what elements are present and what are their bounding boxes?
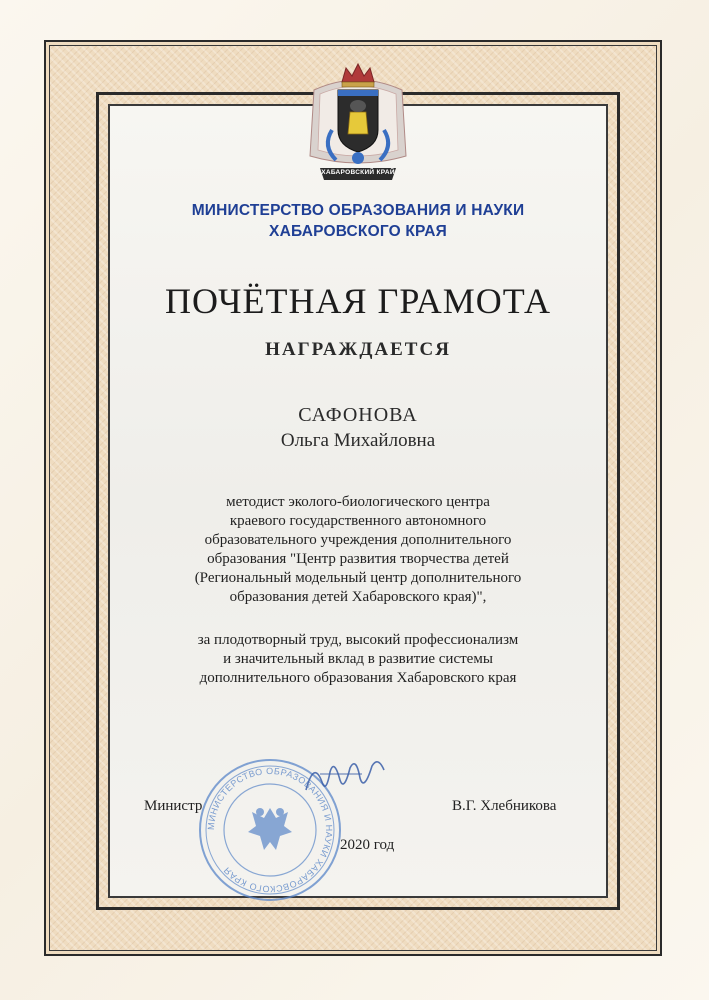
ministry-line-1: МИНИСТЕРСТВО ОБРАЗОВАНИЯ И НАУКИ <box>191 202 525 219</box>
emblem-ribbon-text: ХАБАРОВСКИЙ КРАЙ <box>321 169 395 176</box>
reason-line: и значительный вклад в развитие системы <box>223 651 493 667</box>
signer-name: В.Г. Хлебникова <box>452 798 557 814</box>
award-reason <box>110 631 606 688</box>
issue-year: 2020 год <box>340 837 395 853</box>
ministry-line-2: ХАБАРОВСКОГО КРАЯ <box>269 223 447 240</box>
stamp-text: МИНИСТЕРСТВО ОБРАЗОВАНИЯ И НАУКИ ХАБАРОВСКОГО КРАЯ <box>205 765 335 895</box>
position-line: (Региональный модельный центр дополнительного <box>194 570 522 586</box>
position-line: краевого государственного автономного <box>229 513 487 529</box>
position-line: образовательного учреждения дополнительного <box>204 532 512 548</box>
awarded-label: НАГРАЖДАЕТСЯ <box>265 339 451 360</box>
position-line: образования детей Хабаровского края)", <box>229 589 487 605</box>
position-line: образования "Центр развития творчества детей <box>207 551 509 567</box>
reason-line: дополнительного образования Хабаровского края <box>199 670 517 686</box>
minister-label: Министр <box>144 798 203 814</box>
position-line: методист эколого-биологического центра <box>226 494 490 510</box>
signature-icon <box>300 752 390 802</box>
reason-line: за плодотворный труд, высокий профессионализм <box>197 632 519 648</box>
ministry-name <box>110 200 606 242</box>
recipient-position <box>110 493 606 607</box>
recipient-surname: САФОНОВА <box>298 404 418 426</box>
certificate-title: ПОЧЁТНАЯ ГРАМОТА <box>165 281 551 321</box>
recipient-given-names: Ольга Михайловна <box>280 430 436 451</box>
